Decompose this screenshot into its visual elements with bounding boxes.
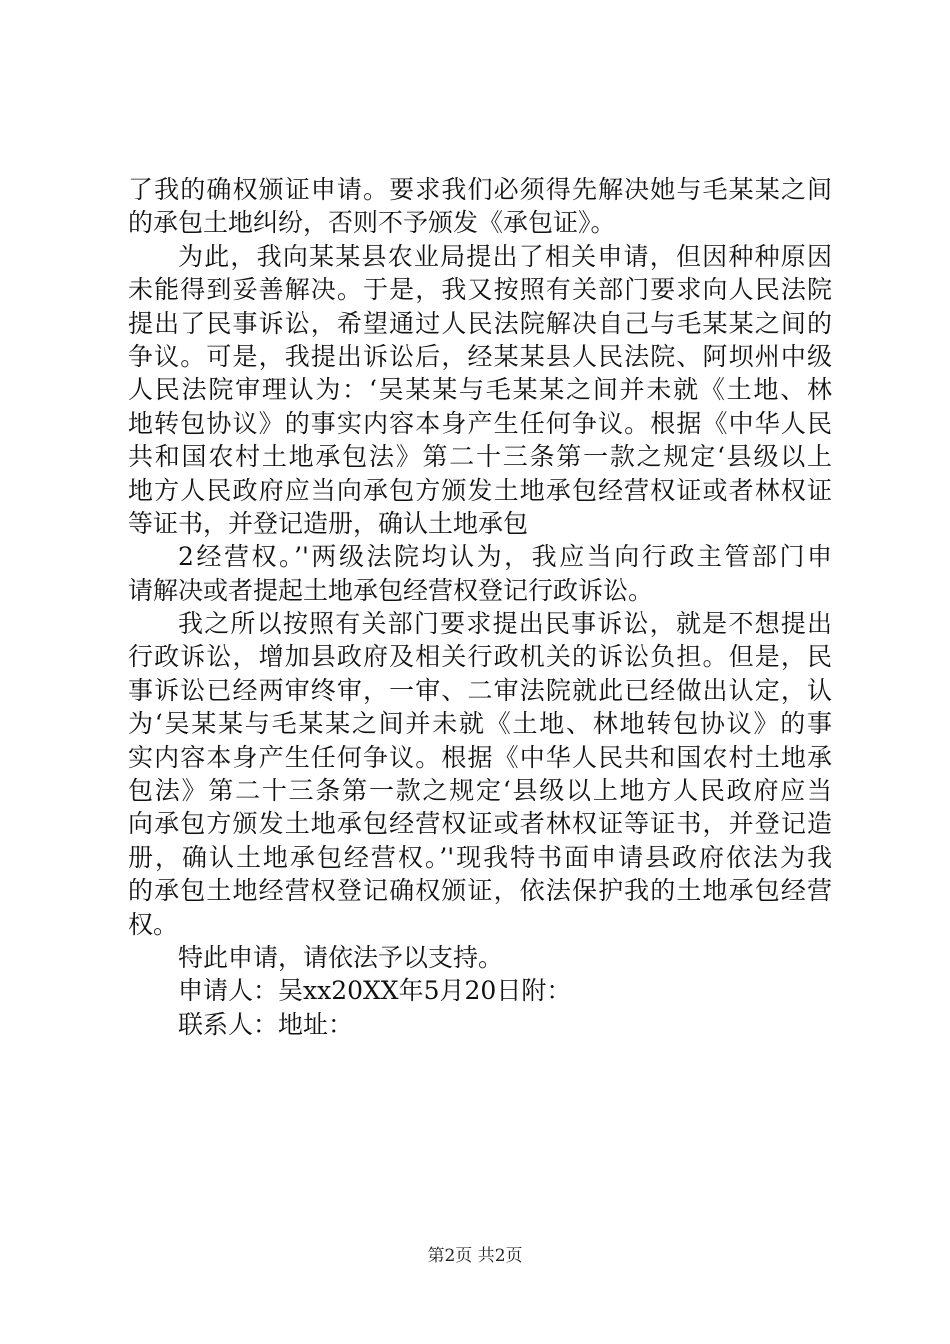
text-line: 册，确认土地承包经营权。’'现我特书面申请县政府依法为我: [128, 842, 832, 872]
text-line: 争议。可是，我提出诉讼后，经某某县人民法院、阿坝州中级: [128, 341, 832, 371]
text-line: 行政诉讼，增加县政府及相关行政机关的诉讼负担。但是，民: [128, 642, 832, 672]
text-line: 联系人：地址：: [178, 1009, 354, 1039]
text-line: 向承包方颁发土地承包经营权证或者林权证等证书，并登记造: [128, 809, 832, 839]
text-line: 地方人民政府应当向承包方颁发土地承包经营权证或者林权证: [128, 475, 832, 505]
text-line: 事诉讼已经两审终审，一审、二审法院就此已经做出认定，认: [128, 675, 832, 705]
text-line: 包法》第二十三条第一款之规定‘县级以上地方人民政府应当: [128, 776, 832, 806]
text-line: 等证书，并登记造册，确认土地承包: [128, 508, 529, 538]
text-line: 未能得到妥善解决。于是，我又按照有关部门要求向人民法院: [128, 275, 832, 305]
text-line: 为‘吴某某与毛某某之间并未就《土地、林地转包协议》的事: [128, 709, 832, 739]
text-line: 了我的确权颁证申请。要求我们必须得先解决她与毛某某之间: [128, 175, 832, 204]
text-line: 人民法院审理认为：‘吴某某与毛某某之间并未就《土地、林: [128, 375, 832, 405]
page-footer: 第2页 共2页: [427, 1246, 523, 1266]
text-line: 2经营权。’'两级法院均认为，我应当向行政主管部门申: [178, 542, 832, 572]
text-line: 实内容本身产生任何争议。根据《中华人民共和国农村土地承: [128, 742, 832, 772]
text-line: 的承包土地纠纷，否则不予颁发《承包证》。: [128, 208, 616, 238]
text-line: 提出了民事诉讼，希望通过人民法院解决自己与毛某某之间的: [128, 308, 832, 338]
text-line: 共和国农村土地承包法》第二十三条第一款之规定‘县级以上: [128, 442, 832, 472]
text-line: 请解决或者提起土地承包经营权登记行政诉讼。: [128, 575, 654, 605]
text-line: 地转包协议》的事实内容本身产生任何争议。根据《中华人民: [128, 408, 832, 438]
text-line: 我之所以按照有关部门要求提出民事诉讼，就是不想提出: [178, 609, 832, 639]
text-line: 申请人：吴xx20XX年5月20日附：: [178, 976, 572, 1006]
text-line: 的承包土地经营权登记确权颁证，依法保护我的土地承包经营: [128, 876, 832, 906]
text-line: 特此申请，请依法予以支持。: [178, 942, 504, 972]
text-line: 为此，我向某某县农业局提出了相关申请，但因种种原因: [178, 241, 832, 271]
text-line: 权。: [128, 909, 179, 939]
document-body: [128, 173, 832, 1041]
